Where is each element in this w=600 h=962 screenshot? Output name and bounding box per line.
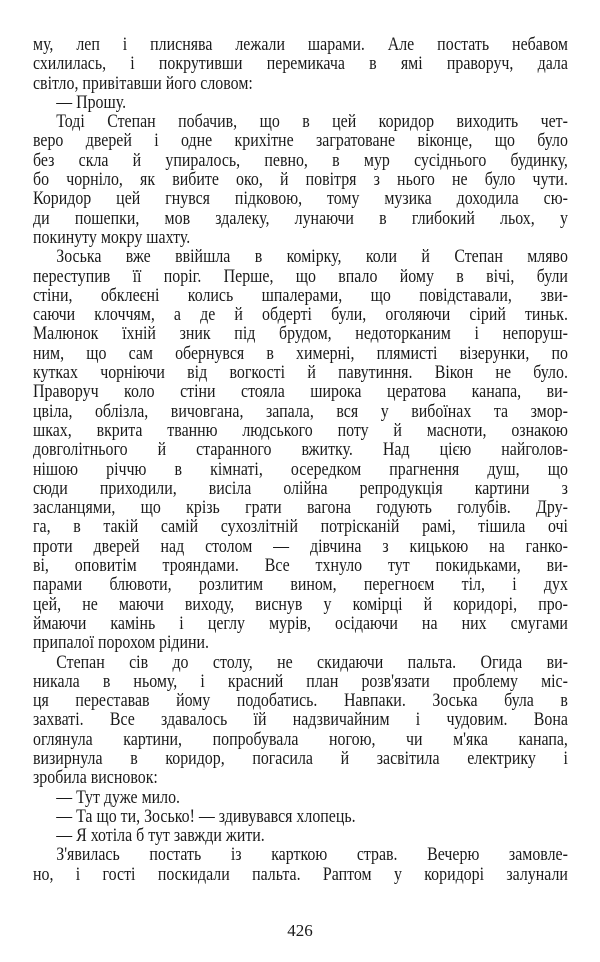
- text-line: оглянула картини, попробувала ногою, чи м'яка канапа,: [33, 729, 568, 750]
- text-line: зробила висновок:: [33, 768, 158, 789]
- text-line: бо чорніло, як вибите око, й повітря з нього не було чути.: [33, 170, 568, 191]
- text-line: му, леп і плиснява лежали шарами. Але постать небавом: [33, 35, 568, 55]
- text-line: припалої порохом рідини.: [33, 633, 210, 654]
- book-page-text: [33, 36, 568, 885]
- text-line: — Тут дуже мило.: [56, 787, 181, 808]
- text-line: — Та що ти, Зосько! — здивувався хлопець.: [56, 806, 356, 827]
- text-line: переступив її поріг. Перше, що впало йому в вічі, були: [33, 266, 568, 287]
- text-line: Степан сів до столу, не скидаючи пальта. Огида ви-: [56, 652, 568, 673]
- text-line: без скла й упиралось, певно, в мур сусіднього будинку,: [33, 150, 568, 171]
- text-line: Тоді Степан побачив, що в цей коридор виходить чет-: [56, 112, 568, 133]
- text-line: никала в ньому, і красний план розв'язати проблему міс-: [33, 671, 568, 692]
- text-line: Праворуч коло стіни стояла широка цератова канапа, ви-: [33, 382, 568, 403]
- text-line: Зоська вже ввійшла в комірку, коли й Степан мляво: [56, 247, 568, 268]
- page-number: 426: [287, 921, 313, 940]
- text-line: схилилась, і покрутивши перемикача в ямі праворуч, дала: [33, 54, 568, 75]
- text-line: — Прошу.: [56, 92, 127, 113]
- text-line: цей, не маючи виходу, виснув у комірці й коридорі, про-: [33, 594, 568, 615]
- text-line: Коридор цей гнувся підковою, тому музика доходила сю-: [33, 189, 568, 210]
- text-line: засланцями, що крізь грати вагона годують голубів. Дру-: [33, 498, 568, 519]
- text-line: — Я хотіла б тут завжди жити.: [56, 826, 265, 847]
- text-line: но, і гості поскидали пальта. Раптом у коридорі залунали: [33, 864, 568, 885]
- text-line: Малюнок їхній зник під брудом, недоторканим і непоруш-: [33, 324, 568, 345]
- text-line: світло, привітавши його словом:: [33, 73, 253, 94]
- text-line: захваті. Все здавалось їй надзвичайним і чудовим. Вона: [33, 710, 568, 731]
- text-line: парами блювоти, розлитим вином, перегноєм тіл, і дух: [33, 575, 568, 596]
- text-line: ця переставав йому подобатись. Навпаки. Зоська була в: [33, 691, 568, 712]
- text-line: покинуту мокру шахту.: [33, 227, 191, 248]
- text-line: ві, оповитім трояндами. Все тхнуло тут покидьками, ви-: [33, 556, 568, 577]
- text-line: нішою річчю в кімнаті, осередком прагнення душ, що: [33, 459, 568, 480]
- text-line: стіни, обклеєні колись шпалерами, що повідставали, зви-: [33, 285, 568, 306]
- text-line: веро дверей і одне крихітне загратоване віконце, що було: [33, 131, 568, 152]
- text-line: довголітнього й старанного вжитку. Над цією найголов-: [33, 440, 568, 461]
- text-line: саючи клоччям, а де й обдерті були, оголяючи сірий тиньк.: [33, 305, 568, 326]
- text-line: З'явилась постать із карткою страв. Вечерю замовле-: [56, 845, 568, 866]
- text-line: шках, вкрита тванню людського поту й масноти, ознакою: [33, 420, 568, 441]
- text-line: цвіла, облізла, вичовгана, запала, вся у вибоїнах та змор-: [33, 401, 568, 422]
- text-line: ймаючи камінь і цеглу мурів, осідаючи на них смугами: [33, 613, 568, 634]
- text-line: ним, що сам обернувся в химерні, плямисті візерунки, по: [33, 343, 568, 364]
- text-line: ди пошепки, мов здалеку, лунаючи в глибокий льох, у: [33, 208, 568, 229]
- text-line: сюди приходили, висіла олійна репродукція картини з: [33, 478, 568, 499]
- text-line: га, в такій самій сухозлітній потрісканій рамі, тішила очі: [33, 517, 568, 538]
- text-line: проти дверей над столом — дівчина з кицькою на ганко-: [33, 536, 568, 557]
- text-line: визирнула в коридор, погасила й засвітила електрику і: [33, 748, 568, 769]
- text-line: кутках чорніючи від вогкості й павутиння. Вікон не було.: [33, 363, 568, 384]
